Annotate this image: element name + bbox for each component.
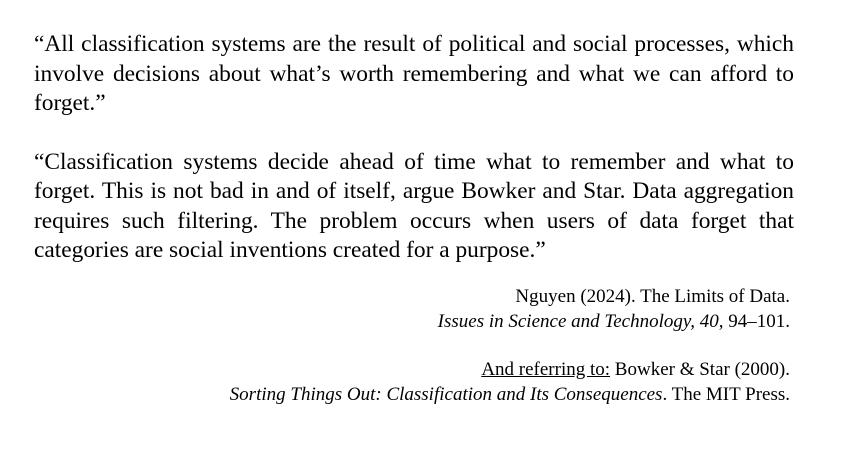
reference-authors: Bowker & Star (2000). [610,359,790,380]
reference-book-title: Sorting Things Out: Classification and Its Consequences [229,383,663,405]
reference-prefix: And referring to: [481,359,611,380]
citation-nguyen [230,285,790,334]
references [230,285,790,407]
quote-1: “All classification systems are the result of political and social processes, which involve decisions about what’s worth remembering and what we can afford to forget.” [34,31,794,116]
slide-content [34,30,794,266]
citation-journal: Issues in Science and Technology, 40 [437,310,719,332]
reference-line-2 [230,383,790,408]
quote-2: “Classification systems decide ahead of time what to remember and what to forget. This is not bad in and of itself, argue Bowker and Star. Data aggregation requires such filtering. The problem occurs when users of data forget that categories are social inventions created for a purpose.” [34,148,794,263]
reference-publisher: . The MIT Press. [662,383,790,405]
citation-line-2 [230,310,790,335]
citation-line-1: Nguyen (2024). The Limits of Data. [515,286,790,307]
citation-pages: , 94–101. [718,310,790,332]
reference-line-1 [230,358,790,383]
citation-bowker-star [230,358,790,407]
